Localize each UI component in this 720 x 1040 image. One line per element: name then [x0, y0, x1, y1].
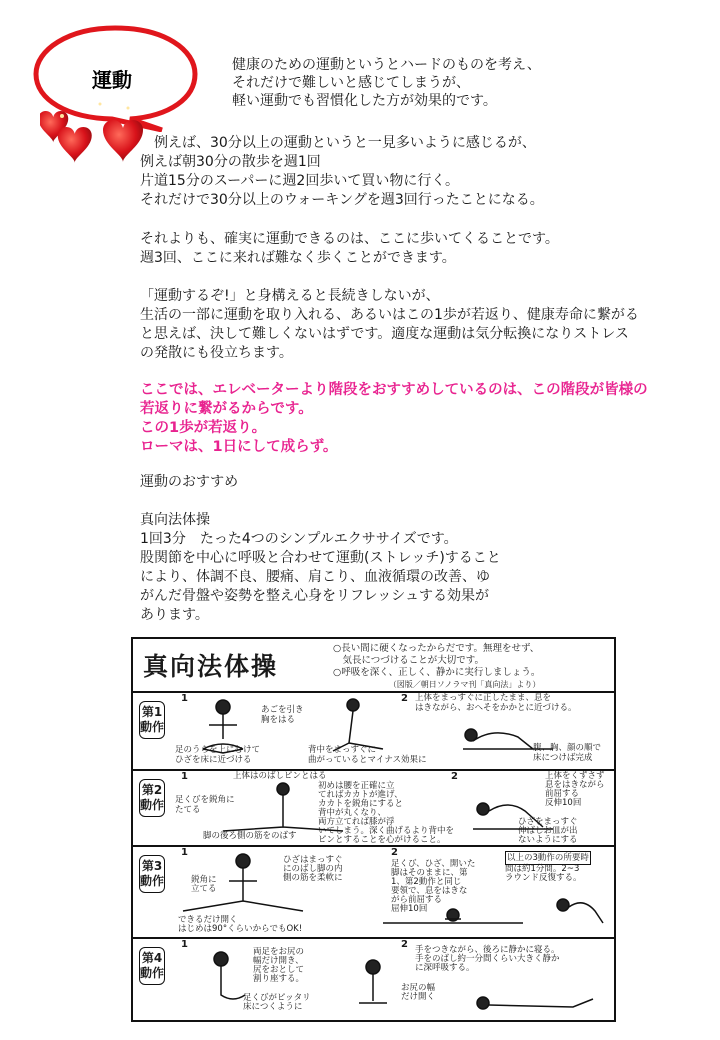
figure-header — [133, 639, 614, 693]
figure-caption: 脚の後ろ側の筋をのばす — [203, 831, 297, 841]
figure-caption: 上体をまっすぐに正したまま、息を — [415, 693, 552, 703]
figure-caption: 間は約1分間。2~3 — [505, 864, 580, 874]
step-label: 第1動作 — [139, 701, 165, 739]
figure-caption: お尻の幅 — [401, 983, 436, 993]
figure-caption: 側の筋を柔軟に — [283, 873, 343, 883]
figure-caption: に深呼吸する。 — [415, 963, 475, 973]
intro-text: 健康のための運動というとハードのものを考え、 それだけで難しいと感じてしまうが、 軽い運動でも習慣化した方が効果的です。 — [232, 57, 541, 109]
figure-caption: 手をつきながら、後ろに静かに寝る。 — [415, 945, 560, 955]
figure-source: （図版／朝日ソノラマ刊「真向法」より） — [388, 680, 541, 689]
figure-caption: 床につけば完成 — [533, 753, 593, 763]
figure-caption: 息をはきながら — [545, 780, 605, 790]
figure-caption: がら前屈する — [391, 895, 443, 905]
figure-title: 真向法体操 — [143, 652, 279, 681]
exercise-step-1 — [133, 691, 614, 771]
figure-caption: 背中が丸くなり、 — [318, 808, 387, 818]
figure-caption: ラウンド反復する。 — [505, 873, 582, 883]
figure-caption: 足のうらを上にむけて — [175, 745, 261, 755]
figure-caption: 鋭角に — [191, 875, 217, 885]
figure-caption: はじめは90°くらいからでもOK! — [178, 924, 303, 934]
figure-notes: ○長い間に硬くなったからだです。無理をせず、 気長につづけることが大切です。 ○呼吸を深く、正しく、静かに実行しましょう。 （図版／朝日ソノラマ刊「真向法」より） — [333, 643, 541, 689]
step-label: 第3動作 — [139, 855, 165, 893]
figure-caption: はきながら、おへそをかかとに近づける。 — [415, 703, 577, 713]
figure-caption: 1、第2動作と同じ — [391, 877, 462, 887]
figure-caption: ピンとすることを心がけること。 — [318, 835, 446, 845]
figure-caption: ないようにする — [518, 835, 578, 845]
figure-caption: 両足をお尻の — [253, 947, 305, 957]
substep-number: 2 — [391, 847, 398, 858]
figure-caption: 脚はそのままに、第 — [391, 868, 468, 878]
paragraph-walk-here: それよりも、確実に運動できるのは、ここに歩いてくることです。 週3回、ここに来れば難なく歩くことができます。 — [140, 231, 559, 266]
figure-caption: 足くびがピッタリ — [243, 993, 311, 1003]
figure-caption: 初めは腰を正確に立 — [318, 781, 395, 791]
exercise-step-4 — [133, 937, 614, 1022]
figure-caption: だけ開く — [401, 992, 436, 1002]
bubble-title: 運動 — [92, 68, 132, 92]
figure-caption: 前屈する — [545, 789, 580, 799]
substep-number: 1 — [181, 693, 188, 704]
figure-caption: 以上の3動作の所要時 — [507, 853, 589, 863]
step-label: 第2動作 — [139, 779, 165, 817]
substep-number: 1 — [181, 939, 188, 950]
exercise-step-2 — [133, 769, 614, 847]
figure-caption: 手をのばし約一分間くらい大きく静か — [415, 954, 560, 964]
figure-caption: 要領で、息をはきな — [391, 886, 468, 896]
highlight-text: ここでは、エレベーターより階段をおすすめしているのは、この階段が皆様の 若返りに繋がるからです。 この1歩が若返り。 ローマは、1日にして成らず。 — [140, 382, 648, 455]
figure-caption: 腹、胸、顔の順で — [533, 743, 602, 753]
substep-number: 1 — [181, 847, 188, 858]
figure-caption: てればカカトが進げ、 — [318, 790, 403, 800]
figure-caption: 足くびを鋭角に — [175, 795, 235, 805]
figure-caption: ひざはまっすぐ — [283, 855, 343, 865]
figure-caption: あごを引き — [261, 705, 304, 715]
substep-number: 2 — [451, 771, 458, 782]
figure-caption: 胸をはる — [261, 715, 296, 725]
figure-caption: いてしまう。深く曲げるより背中を — [318, 826, 455, 836]
paragraph-motivation: 「運動するぞ!」と身構えると長続きしないが、 生活の一部に運動を取り入れる、あるいはこの1歩が若返り、健康寿命に繋がる と思えば、決して難しくないはずです。適度な運動は気分転換になりストレス の発散にも役立ちます。 — [140, 288, 639, 361]
figure-caption: 幅だけ開き、 — [253, 956, 304, 966]
step-label: 第4動作 — [139, 947, 165, 985]
figure-caption: 足くび、ひざ、開いた — [391, 859, 476, 869]
figure-caption: 床につくように — [243, 1002, 303, 1012]
exercise-step-3 — [133, 845, 614, 939]
figure-caption: 反伸10回 — [545, 798, 582, 808]
figure-caption: 伸ばしお皿が出 — [518, 826, 578, 836]
figure-caption: たてる — [175, 805, 201, 815]
figure-caption: 割り座する。 — [253, 974, 305, 984]
substep-number: 2 — [401, 693, 408, 704]
paragraph-example: 例えば、30分以上の運動というと一見多いように感じるが、 例えば朝30分の散歩を週1回 片道15分のスーパーに週2回歩いて買い物に行く。 それだけで30分以上のウォーキングを週3回行ったことになる。 — [140, 135, 544, 208]
figure-caption: 曲がっているとマイナス効果に — [308, 755, 427, 765]
figure-caption: にのばし脚の内 — [283, 864, 343, 874]
exercise-description: 真向法体操 1回3分 たった4つのシンプルエクササイズです。 股関節を中心に呼吸と合わせて運動(ストレッチ)すること により、体調不良、腰痛、肩こり、血液循環の改善、ゆ がんだ骨盤や姿勢を整え心身をリフレッシュする効果が あります。 — [140, 512, 501, 623]
figure-caption: カカトを鋭角にすると — [318, 799, 404, 809]
figure-caption: 尻をおとして — [253, 965, 305, 975]
figure-caption: 屈伸10回 — [391, 904, 428, 914]
exercise-illustration — [131, 637, 616, 1022]
figure-caption: 両方立てれば膝が浮 — [318, 817, 395, 827]
figure-caption: 上体をくずさず — [545, 771, 605, 781]
figure-caption: ひざをまっすぐ — [518, 817, 578, 827]
figure-caption: ひざを床に近づける — [175, 755, 252, 765]
substep-number: 1 — [181, 771, 188, 782]
figure-caption: 背中をまっすぐに — [308, 745, 377, 755]
substep-number: 2 — [401, 939, 408, 950]
figure-caption: 立てる — [191, 884, 217, 894]
figure-caption: 上体はのばしピンとはる — [233, 771, 327, 781]
figure-caption: できるだけ開く — [178, 915, 238, 925]
recommend-title: 運動のおすすめ — [140, 474, 239, 490]
